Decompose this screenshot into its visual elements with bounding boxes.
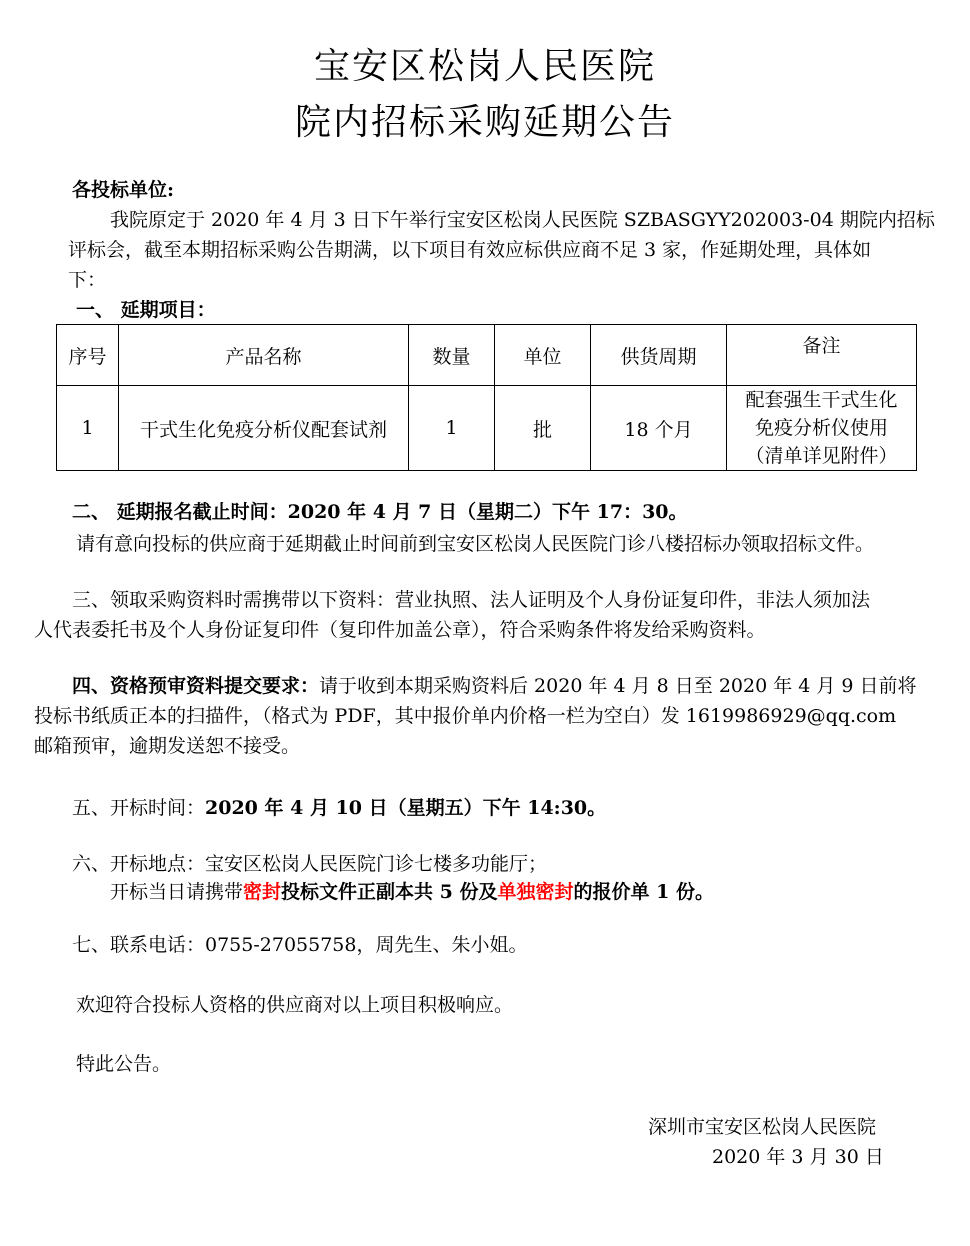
section6-text: 的报价单 1 份。 — [573, 881, 714, 903]
remark-line: 配套强生干式生化 — [745, 389, 898, 411]
section5-line — [72, 796, 606, 820]
intro-line-1: 我院原定于 2020 年 4 月 3 日下午举行宝安区松岗人民医院 SZBASGYY202003-04 期院内招标 — [110, 209, 935, 231]
header-remark: 备注 — [727, 325, 917, 386]
welcome-text: 欢迎符合投标人资格的供应商对以上项目积极响应。 — [76, 994, 514, 1016]
section4-line-2: 投标书纸质正本的扫描件，（格式为 PDF，其中报价单内价格一栏为空白）发 1619986929@qq.com — [34, 705, 897, 727]
header-no: 序号 — [57, 325, 119, 386]
section4-label: 四、资格预审资料提交要求： — [72, 675, 320, 697]
header-quantity: 数量 — [409, 325, 495, 386]
cell-supply-period: 18 个月 — [591, 386, 727, 471]
signature-date: 2020 年 3 月 30 日 — [712, 1146, 884, 1168]
section2-label: 二、 延期报名截止时间： — [72, 501, 288, 523]
section4-line-1 — [72, 674, 917, 698]
section4-text: 请于收到本期采购资料后 2020 年 4 月 8 日至 2020 年 4 月 9 日前将 — [319, 675, 917, 697]
remark-line: （清单详见附件） — [745, 445, 898, 467]
deferred-items-table — [56, 324, 917, 471]
section6-text: 开标当日请携带 — [110, 881, 244, 903]
section2-value: 2020 年 4 月 7 日（星期二）下午 17：30。 — [287, 501, 688, 523]
separately-sealed-highlight: 单独密封 — [497, 881, 574, 903]
header-product-name: 产品名称 — [119, 325, 409, 386]
section4-line-3: 邮箱预审，逾期发送恕不接受。 — [34, 735, 301, 757]
header-unit: 单位 — [495, 325, 591, 386]
section6-line-1: 六、开标地点：宝安区松岗人民医院门诊七楼多功能厅； — [72, 853, 548, 875]
cell-product-name: 干式生化免疫分析仪配套试剂 — [119, 386, 409, 471]
section5-value: 2020 年 4 月 10 日（星期五）下午 14:30。 — [205, 797, 607, 819]
document-subtitle: 院内招标采购延期公告 — [294, 102, 675, 143]
intro-line-3: 下： — [68, 269, 107, 291]
section3-line-1: 三、领取采购资料时需携带以下资料：营业执照、法人证明及个人身份证复印件，非法人须加法 — [72, 589, 871, 611]
cell-unit: 批 — [495, 386, 591, 471]
cell-quantity: 1 — [409, 386, 495, 471]
document-title: 宝安区松岗人民医院 — [313, 46, 656, 87]
table-header-row — [57, 325, 917, 386]
section2-line — [72, 500, 688, 524]
section7-contact: 七、联系电话：0755-27055758，周先生、朱小姐。 — [72, 934, 528, 956]
signature-org: 深圳市宝安区松岗人民医院 — [648, 1116, 877, 1138]
section1-heading: 一、 延期项目： — [76, 299, 216, 321]
section6-text: 投标文件正副本共 5 份及 — [281, 881, 498, 903]
section5-label: 五、开标时间： — [72, 797, 206, 819]
header-supply-period: 供货周期 — [591, 325, 727, 386]
section2-detail: 请有意向投标的供应商于延期截止时间前到宝安区松岗人民医院门诊八楼招标办领取招标文件。 — [76, 533, 875, 555]
closing-text: 特此公告。 — [76, 1053, 172, 1075]
intro-line-2: 评标会，截至本期招标采购公告期满，以下项目有效应标供应商不足 3 家，作延期处理，具体如 — [68, 239, 872, 261]
sealed-highlight: 密封 — [243, 881, 282, 903]
section3-line-2: 人代表委托书及个人身份证复印件（复印件加盖公章），符合采购条件将发给采购资料。 — [34, 619, 766, 641]
cell-remark — [727, 386, 917, 471]
cell-no: 1 — [57, 386, 119, 471]
section6-line-2 — [110, 880, 714, 904]
remark-line: 免疫分析仪使用 — [754, 417, 888, 439]
salutation: 各投标单位: — [72, 179, 175, 201]
table-row — [57, 386, 917, 471]
